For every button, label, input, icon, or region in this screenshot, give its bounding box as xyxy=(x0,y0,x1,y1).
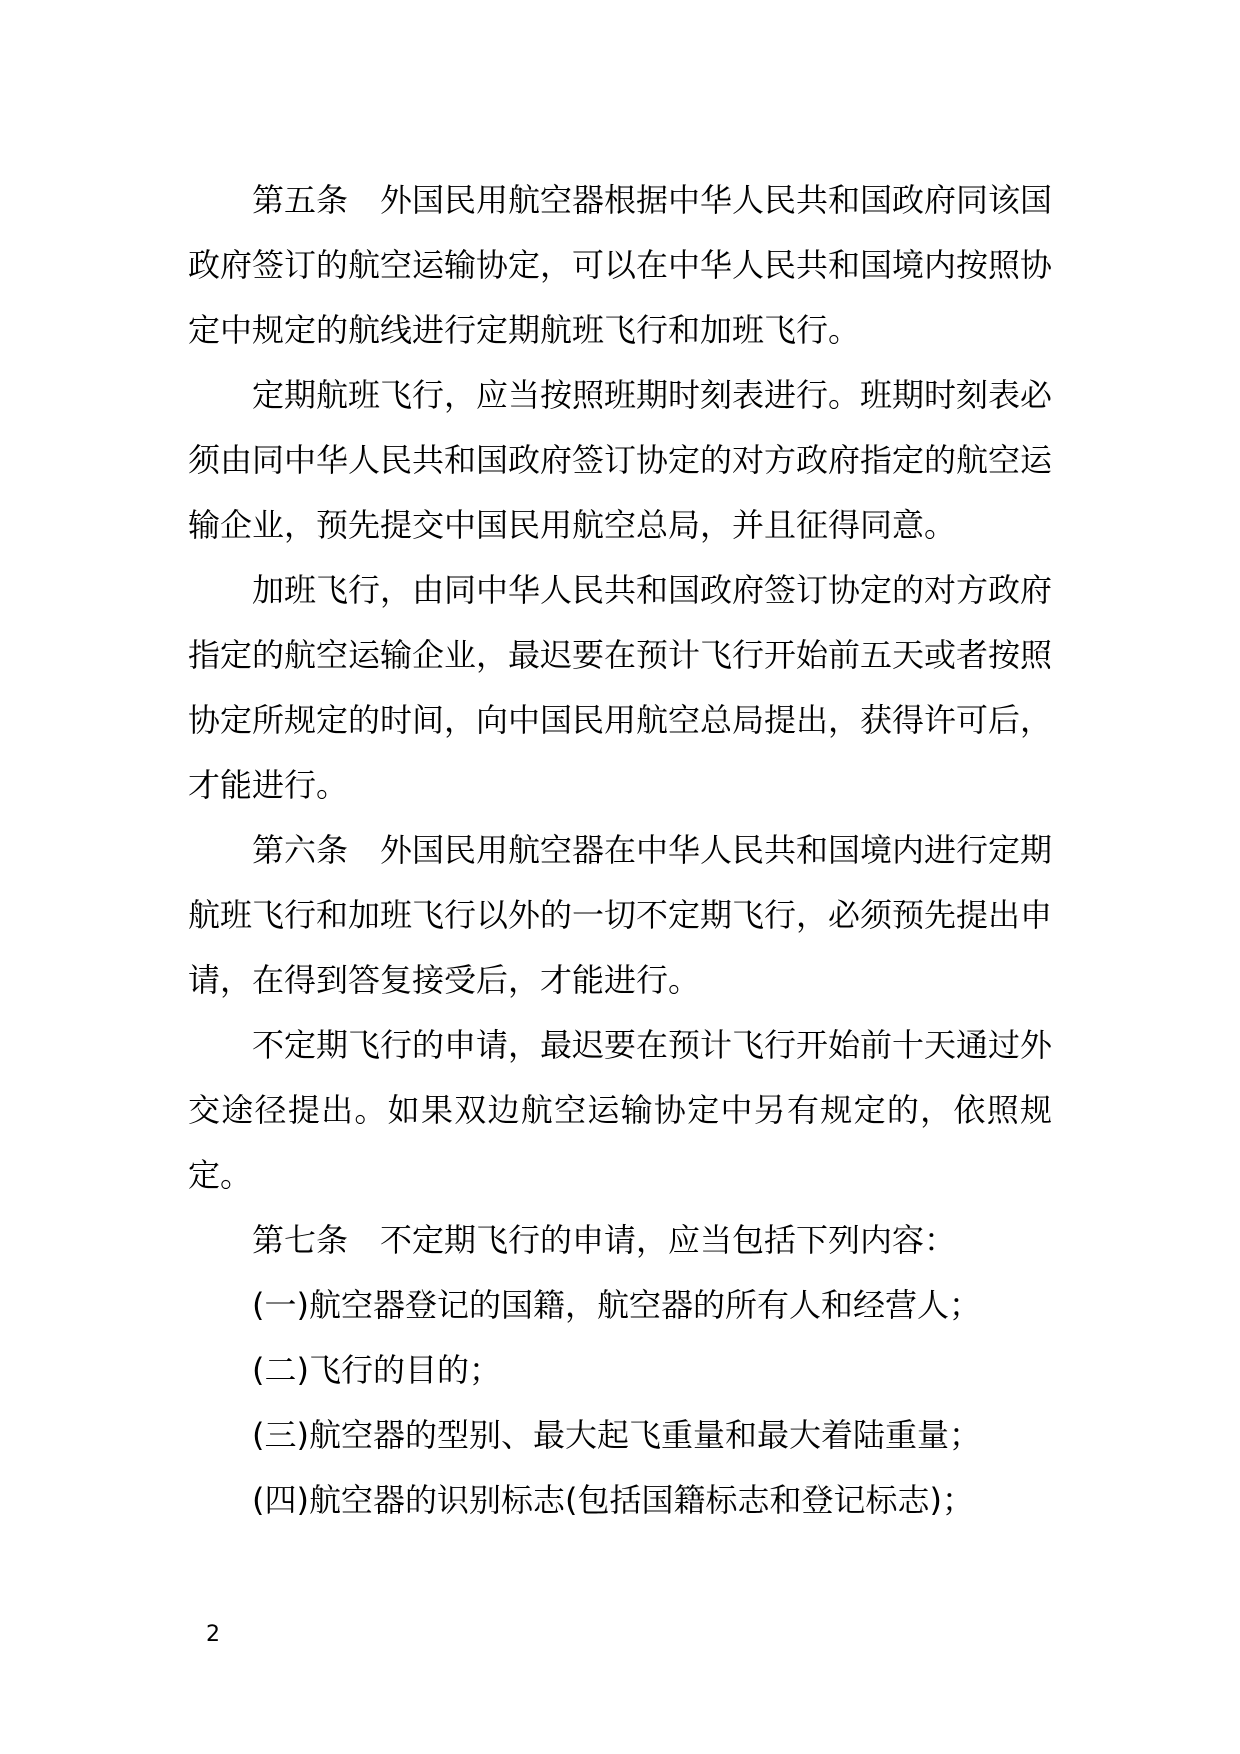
list-item-4: (四)航空器的识别标志(包括国籍标志和登记标志)； xyxy=(252,1481,974,1519)
page-number: 2 xyxy=(206,1622,220,1647)
list-item-2: (二)飞行的目的； xyxy=(252,1351,501,1389)
article-5-paragraph: 第五条 外国民用航空器根据中华人民共和国政府同该国政府签订的航空运输协定，可以在中华人民共和国境内按照协定中规定的航线进行定期航班飞行和加班飞行。 xyxy=(188,181,1053,349)
scheduled-flight-paragraph: 定期航班飞行，应当按照班期时刻表进行。班期时刻表必须由同中华人民共和国政府签订协定的对方政府指定的航空运输企业，预先提交中国民用航空总局，并且征得同意。 xyxy=(188,376,1053,544)
article-6-paragraph: 第六条 外国民用航空器在中华人民共和国境内进行定期航班飞行和加班飞行以外的一切不定期飞行，必须预先提出申请，在得到答复接受后，才能进行。 xyxy=(188,831,1053,999)
article-7-paragraph: 第七条 不定期飞行的申请，应当包括下列内容： xyxy=(252,1221,957,1259)
extra-flight-paragraph: 加班飞行，由同中华人民共和国政府签订协定的对方政府指定的航空运输企业，最迟要在预计飞行开始前五天或者按照协定所规定的时间，向中国民用航空总局提出，获得许可后，才能进行。 xyxy=(188,571,1053,804)
list-item-1: (一)航空器登记的国籍，航空器的所有人和经营人； xyxy=(252,1286,981,1324)
list-item-3: (三)航空器的型别、最大起飞重量和最大着陆重量； xyxy=(252,1416,981,1454)
document-body xyxy=(188,168,1052,1533)
non-scheduled-application-paragraph: 不定期飞行的申请，最迟要在预计飞行开始前十天通过外交途径提出。如果双边航空运输协定中另有规定的，依照规定。 xyxy=(188,1026,1053,1194)
